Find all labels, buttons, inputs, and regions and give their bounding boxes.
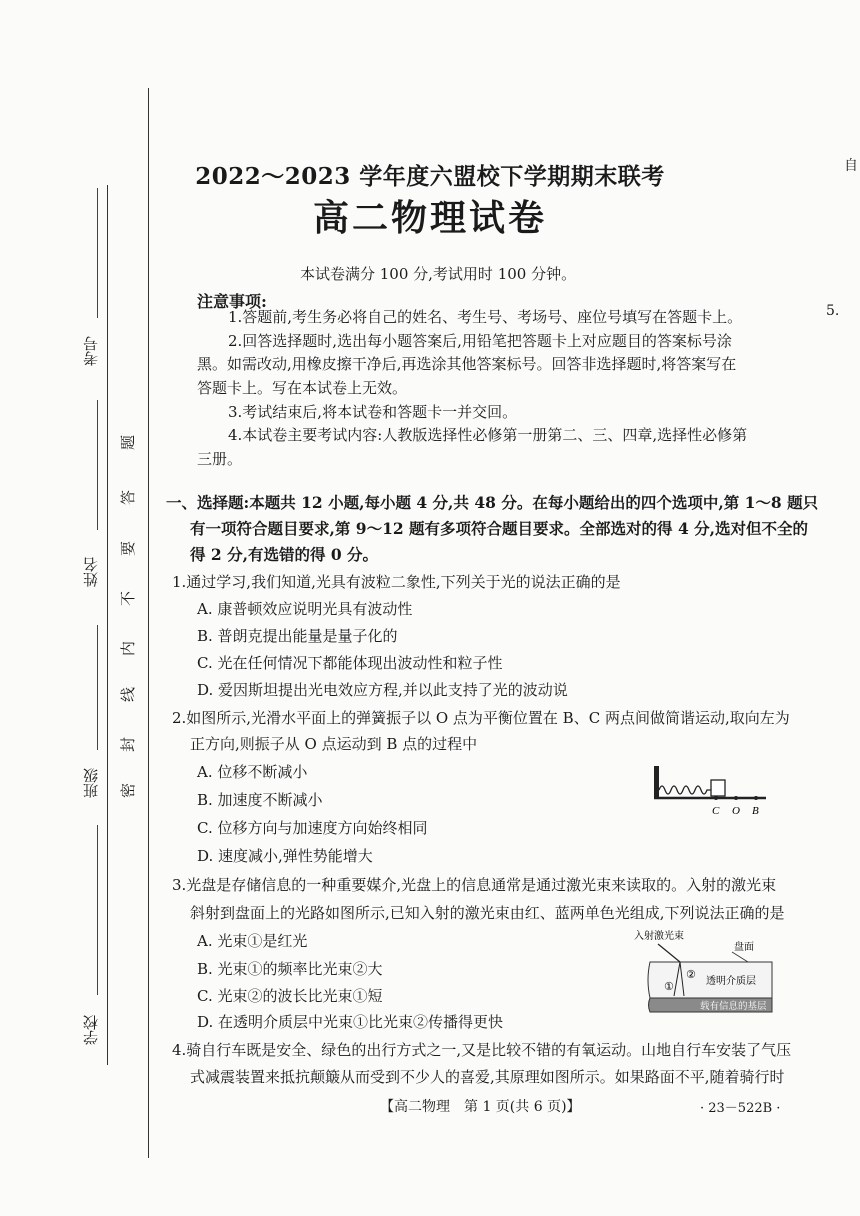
binding-line-inner [148, 88, 149, 1158]
option-d: D. 速度减小,弹性势能增大 [197, 847, 373, 865]
question-stem: 正方向,则振子从 O 点运动到 B 点的过程中 [190, 735, 478, 753]
class-fill-line [97, 625, 98, 750]
section-instruction: 得 2 分,有选错的得 0 分。 [190, 545, 379, 564]
base-layer-label: 载有信息的基层 [700, 1001, 767, 1012]
notice-line: 1.答题前,考生务必将自己的姓名、考生号、考场号、座位号填写在答题卡上。 [228, 308, 743, 326]
edge-text-mid: 5. [826, 303, 840, 319]
section-instruction: 有一项符合题目要求,第 9～12 题有多项符合题目要求。全部选对的得 4 分,选对但不全的 [190, 519, 809, 538]
seal-char: 不 [119, 590, 138, 607]
option-b: B. 光束①的频率比光束②大 [197, 960, 383, 978]
question-stem: 1.通过学习,我们知道,光具有波粒二象性,下列关于光的说法正确的是 [172, 573, 621, 591]
option-d: D. 爱因斯坦提出光电效应方程,并以此支持了光的波动说 [197, 681, 568, 699]
question-stem: 式减震装置来抵抗颠簸从而受到不少人的喜爱,其原理如图所示。如果路面不平,随着骑行时 [190, 1068, 785, 1086]
figure-label-c: C [712, 805, 720, 817]
exam-subtitle: 本试卷满分 100 分,考试用时 100 分钟。 [300, 265, 577, 283]
paper-code: · 23－522B · [700, 1101, 781, 1116]
binding-line-outer [107, 185, 108, 1065]
edge-text-top: 自 [844, 158, 858, 174]
question-stem: 斜射到盘面上的光路如图所示,已知入射的激光束由红、蓝两单色光组成,下列说法正确的是 [190, 904, 785, 922]
seal-char: 内 [119, 640, 138, 657]
option-a: A. 位移不断减小 [197, 763, 308, 781]
seal-char: 线 [119, 686, 138, 703]
transparent-layer-label: 透明介质层 [706, 976, 756, 987]
seal-char: 封 [119, 736, 138, 753]
spring-oscillator-figure [650, 760, 770, 820]
incident-beam-label: 入射激光束 [634, 931, 684, 942]
name-fill-line [97, 400, 98, 530]
option-d: D. 在透明介质层中光束①比光束②传播得更快 [197, 1013, 504, 1031]
option-c: C. 位移方向与加速度方向始终相同 [197, 819, 428, 837]
disc-surface-label: 盘面 [734, 942, 754, 953]
question-stem: 2.如图所示,光滑水平面上的弹簧振子以 O 点为平衡位置在 B、C 两点间做简谐运动,取向左为 [172, 709, 790, 727]
seal-char: 答 [119, 489, 138, 506]
seal-char: 密 [119, 782, 138, 799]
page-footer: 【高二物理 第 1 页(共 6 页)】 [380, 1099, 581, 1115]
option-b: B. 加速度不断减小 [197, 791, 323, 809]
option-c: C. 光束②的波长比光束①短 [197, 987, 383, 1005]
notice-line: 4.本试卷主要考试内容:人教版选择性必修第一册第二、三、四章,选择性必修第 [228, 426, 748, 444]
beam1-label: ① [664, 980, 674, 993]
section-instruction: 一、选择题:本题共 12 小题,每小题 4 分,共 48 分。在每小题给出的四个选项中,第 1～8 题只 [166, 493, 819, 512]
notice-line: 3.考试结束后,将本试卷和答题卡一并交回。 [228, 403, 518, 421]
exam-no-label: 考号 [82, 336, 100, 366]
beam2-label: ② [686, 968, 696, 981]
option-c: C. 光在任何情况下都能体现出波动性和粒子性 [197, 654, 503, 672]
question-stem: 3.光盘是存储信息的一种重要媒介,光盘上的信息通常是通过激光束来读取的。入射的激光束 [172, 876, 777, 894]
school-label: 学校 [82, 1015, 100, 1045]
option-a: A. 康普顿效应说明光具有波动性 [197, 600, 413, 618]
figure-label-b: B [752, 805, 759, 817]
question-stem: 4.骑自行车既是安全、绿色的出行方式之一,又是比较不错的有氧运动。山地自行车安装了气压 [172, 1041, 792, 1059]
seal-char: 题 [119, 434, 138, 451]
notice-heading: 注意事项: [197, 292, 267, 311]
option-b: B. 普朗克提出能量是量子化的 [197, 627, 398, 645]
class-label: 班级 [82, 768, 100, 798]
seal-char: 要 [119, 540, 138, 557]
name-label: 姓名 [82, 557, 100, 587]
optical-disc-figure [628, 926, 778, 1018]
notice-line: 答题卡上。写在本试卷上无效。 [197, 379, 408, 397]
notice-line: 黑。如需改动,用橡皮擦干净后,再选涂其他答案标号。回答非选择题时,将答案写在 [197, 355, 737, 373]
exam-title: 2022～2023 学年度六盟校下学期期末联考 [195, 163, 665, 190]
paper-title: 高二物理试卷 [312, 197, 547, 239]
notice-line: 2.回答选择题时,选出每小题答案后,用铅笔把答题卡上对应题目的答案标号涂 [228, 332, 732, 350]
option-a: A. 光束①是红光 [197, 932, 308, 950]
figure-label-o: O [732, 805, 740, 817]
school-fill-line [97, 825, 98, 995]
notice-line: 三册。 [197, 450, 243, 468]
